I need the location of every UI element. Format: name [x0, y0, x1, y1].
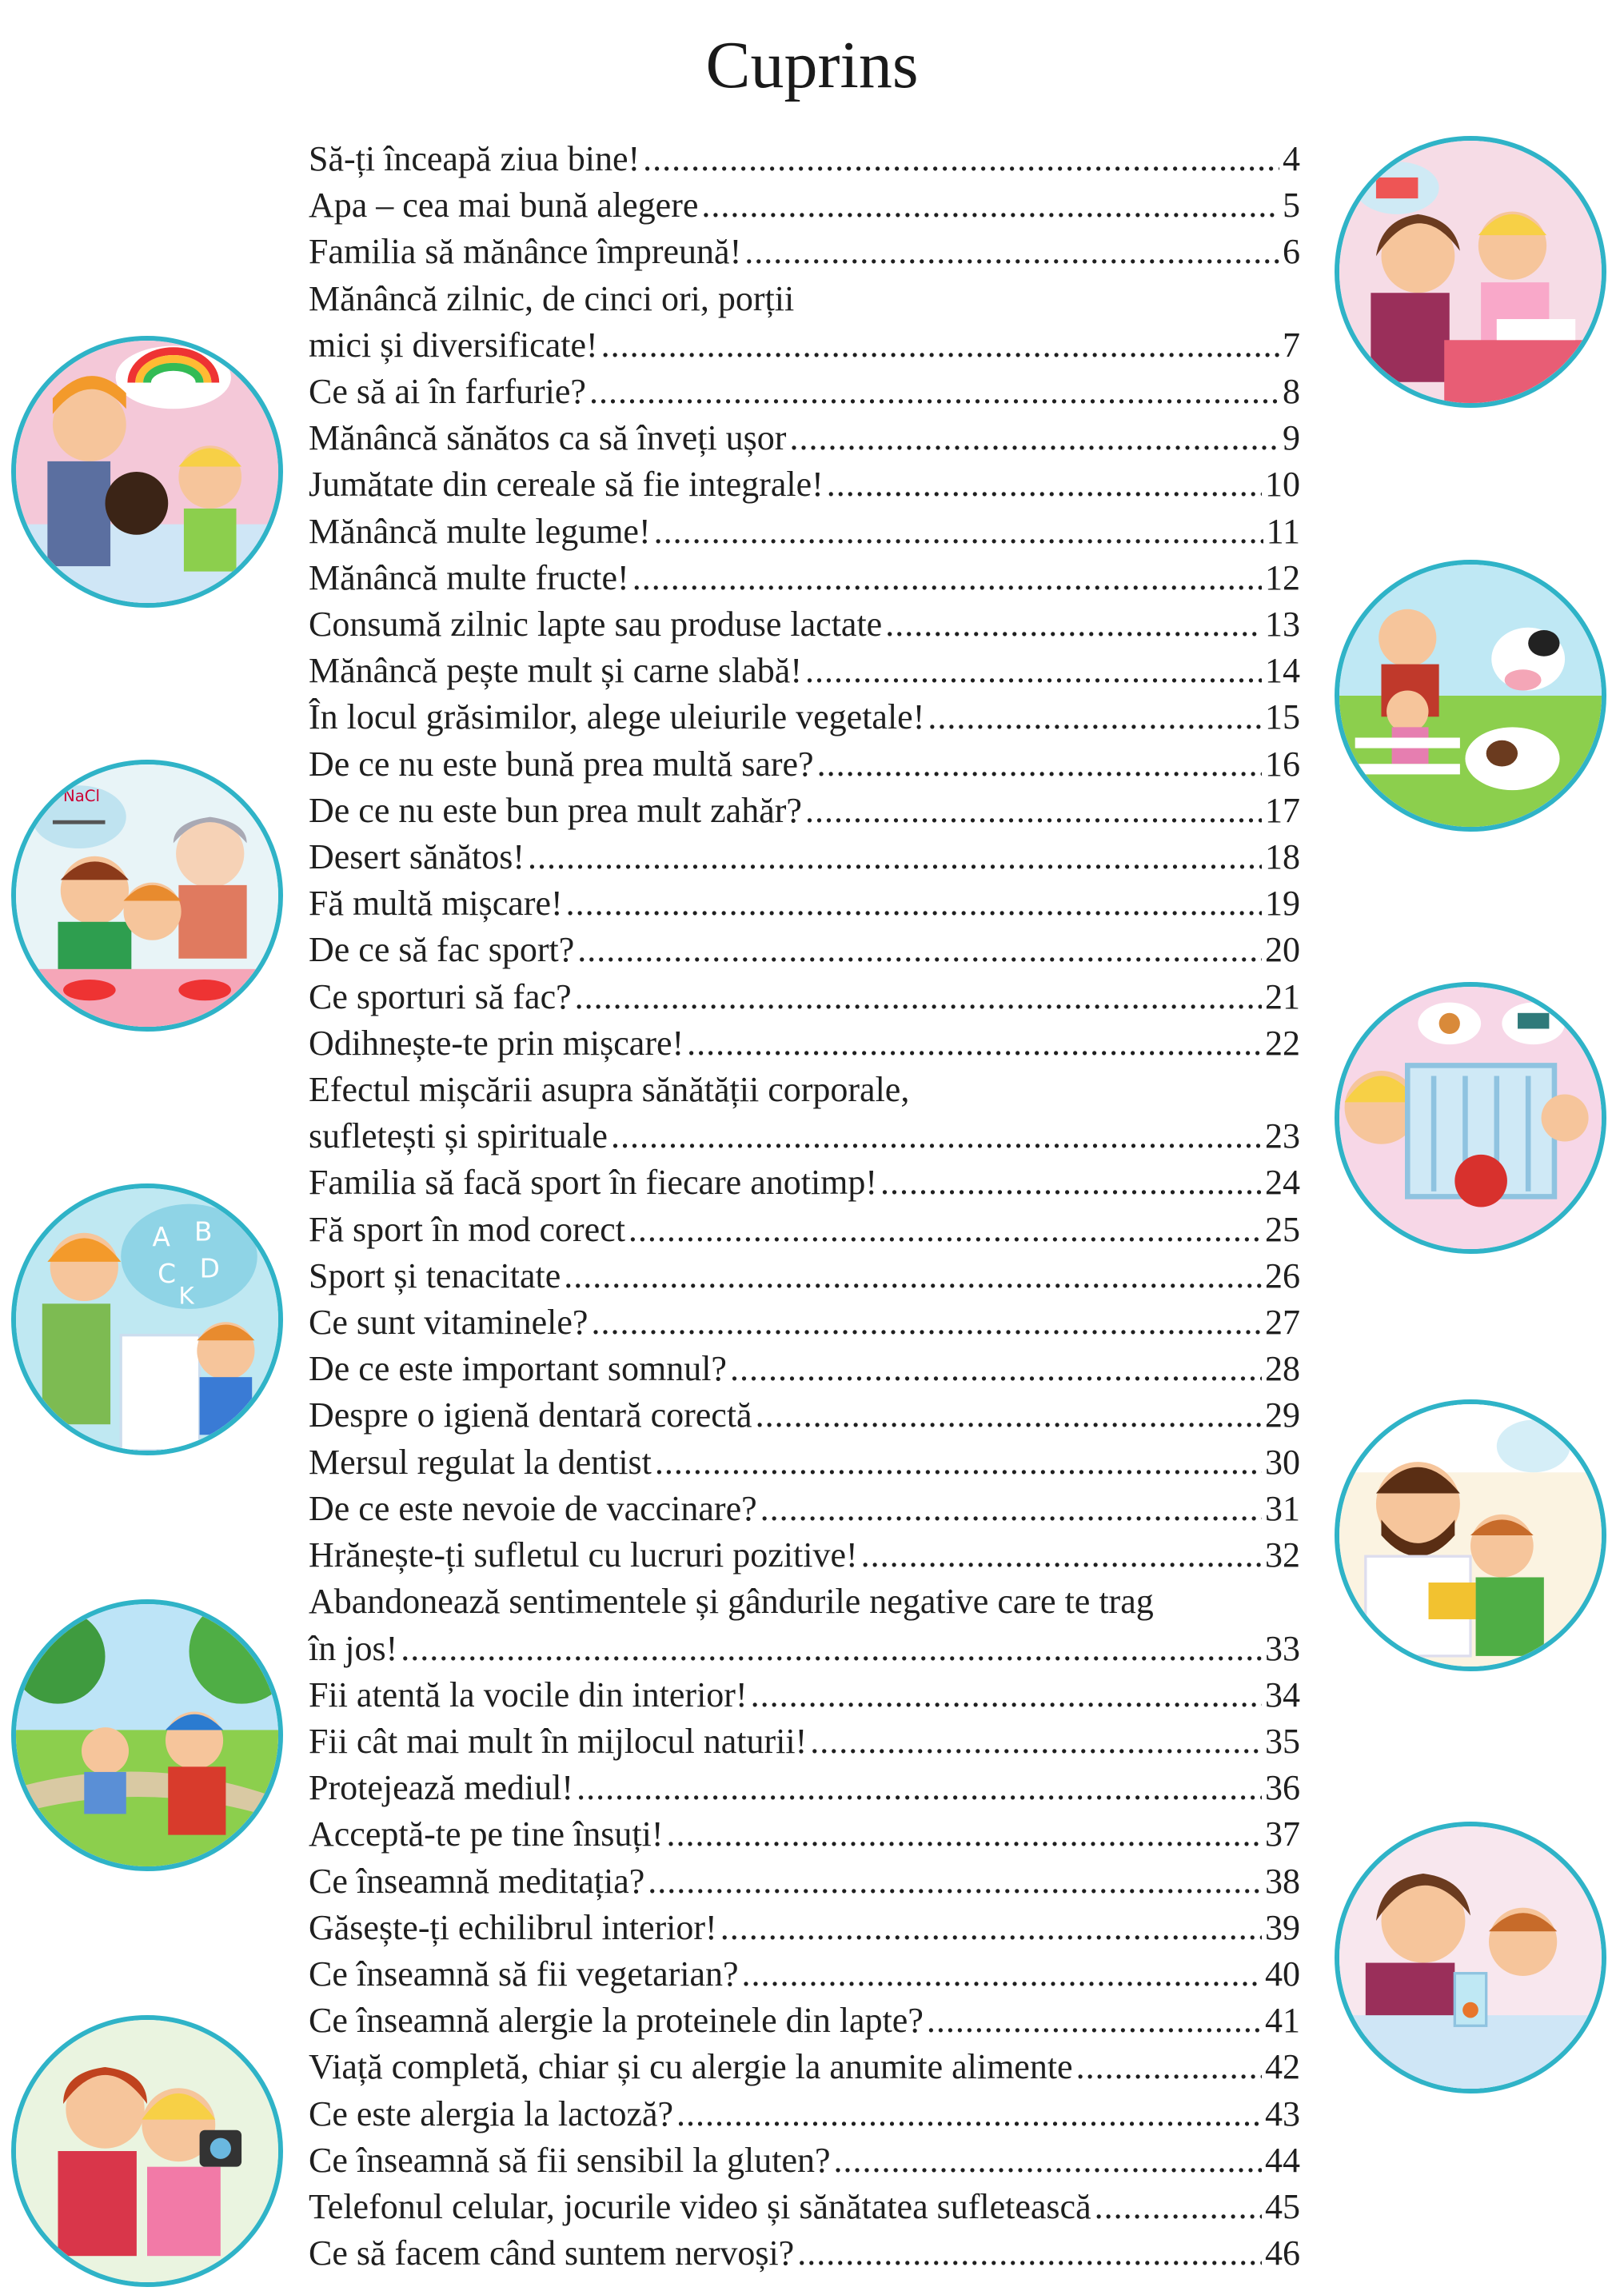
toc-entry	[309, 1299, 1300, 1346]
illustration-girl-camera	[11, 2015, 283, 2287]
dot-leader	[742, 1951, 1262, 1998]
toc-entry	[309, 1020, 1300, 1067]
dot-leader	[805, 788, 1262, 834]
dot-leader	[577, 1765, 1262, 1811]
toc-entry-row	[309, 2137, 1300, 2184]
toc-entry	[309, 880, 1300, 927]
toc-entry	[309, 601, 1300, 648]
toc-entry-row	[309, 2184, 1300, 2230]
toc-page-number: 12	[1265, 557, 1300, 597]
toc-page-number: 38	[1265, 1861, 1300, 1901]
toc-entry-title: mici și diversificate!	[309, 325, 598, 365]
toc-entry-title: Mănâncă zilnic, de cinci ori, porții	[309, 278, 795, 318]
toc-entry	[309, 741, 1300, 788]
toc-entry-row	[309, 2091, 1300, 2137]
toc-entry	[309, 229, 1300, 275]
toc-entry	[309, 1765, 1300, 1811]
toc-entry-title: Despre o igienă dentară corectă	[309, 1395, 752, 1435]
toc-entry-row	[309, 834, 1300, 880]
toc-entry-title: Desert sănătos!	[309, 837, 525, 877]
toc-entry-continued-line	[309, 1579, 1300, 1625]
toc-entry	[309, 415, 1300, 461]
toc-entry-row	[309, 1811, 1300, 1858]
dot-leader	[577, 927, 1262, 973]
dot-leader	[797, 2230, 1262, 2277]
illustration-salt-grandma	[11, 760, 283, 1032]
toc-entry-row	[309, 1626, 1300, 1672]
dot-leader	[648, 1858, 1262, 1905]
toc-page-number: 46	[1265, 2233, 1300, 2273]
toc-entry-title: Mănâncă sănătos ca să înveți ușor	[309, 418, 787, 458]
toc-entry-row	[309, 1672, 1300, 1718]
dot-leader	[834, 2137, 1262, 2184]
toc-page-number: 44	[1265, 2140, 1300, 2180]
dot-leader	[628, 1207, 1262, 1253]
toc-page-number: 23	[1265, 1116, 1300, 1156]
toc-entry-row	[309, 229, 1300, 275]
toc-page-number: 15	[1265, 697, 1300, 737]
table-of-contents	[309, 136, 1300, 2277]
dot-leader	[927, 1998, 1262, 2044]
toc-entry-row	[309, 461, 1300, 508]
toc-page-number: 22	[1265, 1023, 1300, 1063]
toc-entry	[309, 1858, 1300, 1905]
toc-entry-title: Mănâncă pește mult și carne slabă!	[309, 651, 802, 691]
toc-page-number: 14	[1265, 651, 1300, 691]
toc-page-number: 28	[1265, 1349, 1300, 1389]
toc-page-number: 5	[1283, 186, 1300, 226]
toc-entry-continued-line	[309, 1067, 1300, 1113]
toc-entry	[309, 648, 1300, 694]
letter-k: K	[178, 1282, 194, 1310]
dot-leader	[880, 1159, 1262, 1206]
toc-entry-title: Să-ți înceapă ziua bine!	[309, 139, 640, 178]
toc-entry-title: Fă multă mișcare!	[309, 884, 563, 924]
toc-entry-row	[309, 1207, 1300, 1253]
toc-entry	[309, 369, 1300, 415]
dot-leader	[730, 1346, 1262, 1392]
toc-page-number: 25	[1265, 1209, 1300, 1249]
toc-page-number: 8	[1283, 372, 1300, 412]
toc-page-number: 40	[1265, 1954, 1300, 1994]
toc-entry-row	[309, 1998, 1300, 2044]
letter-b: B	[194, 1216, 213, 1247]
toc-entry-title: Abandonează sentimentele și gândurile negative care te trag	[309, 1582, 1154, 1622]
toc-entry	[309, 509, 1300, 555]
toc-entry-row	[309, 182, 1300, 229]
toc-page-number: 39	[1265, 1907, 1300, 1947]
toc-entry-row	[309, 788, 1300, 834]
toc-page-number: 7	[1283, 325, 1300, 365]
toc-entry	[309, 1672, 1300, 1718]
toc-page-number: 34	[1265, 1674, 1300, 1714]
toc-entry-row	[309, 694, 1300, 740]
letter-d: D	[199, 1253, 220, 1284]
toc-entry-title: De ce să fac sport?	[309, 930, 575, 970]
dot-leader	[720, 1905, 1262, 1951]
toc-entry-row	[309, 601, 1300, 648]
toc-page-number: 17	[1265, 790, 1300, 830]
toc-entry-title: sufletești și spirituale	[309, 1116, 608, 1156]
toc-entry	[309, 694, 1300, 740]
dot-leader	[566, 880, 1262, 927]
toc-entry-row	[309, 1346, 1300, 1392]
illustration-father-reading	[1335, 1399, 1606, 1671]
dot-leader	[401, 1626, 1262, 1672]
toc-entry	[309, 1207, 1300, 1253]
letter-a: A	[152, 1222, 170, 1253]
dot-leader	[564, 1253, 1262, 1299]
toc-entry-row	[309, 2044, 1300, 2090]
toc-entry-row	[309, 974, 1300, 1020]
toc-entry-title: Ce înseamnă meditația?	[309, 1861, 645, 1901]
toc-entry-row	[309, 1159, 1300, 1206]
toc-page-number: 32	[1265, 1535, 1300, 1575]
toc-page-number: 36	[1265, 1768, 1300, 1808]
toc-entry-row	[309, 648, 1300, 694]
dot-leader	[1095, 2184, 1262, 2230]
toc-entry-row	[309, 1718, 1300, 1765]
toc-entry	[309, 1253, 1300, 1299]
toc-entry-title: Ce sunt vitaminele?	[309, 1303, 589, 1343]
toc-entry	[309, 276, 1300, 369]
toc-page-number: 27	[1265, 1303, 1300, 1343]
toc-entry-row	[309, 322, 1300, 369]
toc-entry-row	[309, 1113, 1300, 1159]
toc-page-number: 30	[1265, 1442, 1300, 1482]
toc-entry-title: De ce este important somnul?	[309, 1349, 727, 1389]
toc-page-number: 43	[1265, 2093, 1300, 2133]
toc-entry-row	[309, 509, 1300, 555]
toc-page-number: 13	[1265, 605, 1300, 645]
toc-entry	[309, 1951, 1300, 1998]
illustration-mother-child-glass	[1335, 1822, 1606, 2093]
toc-page-number: 21	[1265, 976, 1300, 1016]
toc-page-number: 31	[1265, 1488, 1300, 1528]
toc-entry-title: Fii cât mai mult în mijlocul naturii!	[309, 1721, 808, 1761]
toc-entry	[309, 1439, 1300, 1486]
dot-leader	[701, 182, 1279, 229]
toc-entry-row	[309, 369, 1300, 415]
toc-entry	[309, 1159, 1300, 1206]
toc-page-number: 29	[1265, 1395, 1300, 1435]
toc-entry-title: De ce nu este bună prea multă sare?	[309, 744, 814, 784]
dot-leader	[676, 2091, 1262, 2137]
toc-page-number: 37	[1265, 1814, 1300, 1854]
dot-leader	[805, 648, 1262, 694]
toc-entry-title: Ce înseamnă să fii vegetarian?	[309, 1954, 739, 1994]
toc-entry-title: De ce nu este bun prea mult zahăr?	[309, 790, 802, 830]
toc-entry-title: Sport și tenacitate	[309, 1255, 561, 1295]
toc-entry-title: Familia să facă sport în fiecare anotimp!	[309, 1163, 878, 1203]
toc-entry-row	[309, 1020, 1300, 1067]
dot-leader	[810, 1718, 1262, 1765]
illustration-farm-cows	[1335, 560, 1606, 832]
toc-page-number: 33	[1265, 1628, 1300, 1668]
toc-entry-title: Ce sporturi să fac?	[309, 976, 572, 1016]
toc-page-number: 6	[1283, 232, 1300, 272]
salt-label: NaCl	[63, 786, 101, 805]
toc-entry-title: Acceptă-te pe tine însuți!	[309, 1814, 664, 1854]
illustration-park-kids	[11, 1599, 283, 1871]
toc-entry-row	[309, 1905, 1300, 1951]
toc-page-number: 42	[1265, 2047, 1300, 2087]
dot-leader	[861, 1532, 1262, 1579]
dot-leader	[1076, 2044, 1262, 2090]
dot-leader	[611, 1113, 1262, 1159]
dot-leader	[655, 1439, 1262, 1486]
toc-entry-title: Fii atentă la vocile din interior!	[309, 1674, 748, 1714]
toc-entry-title: Odihnește-te prin mișcare!	[309, 1023, 684, 1063]
toc-entry-continued-line	[309, 276, 1300, 322]
dot-leader	[789, 415, 1279, 461]
dot-leader	[575, 974, 1262, 1020]
toc-entry-row	[309, 1532, 1300, 1579]
toc-entry	[309, 2137, 1300, 2184]
toc-entry	[309, 2184, 1300, 2230]
toc-entry-title: Mersul regulat la dentist	[309, 1442, 652, 1482]
dot-leader	[528, 834, 1262, 880]
toc-entry-title: Mănâncă multe fructe!	[309, 557, 629, 597]
toc-entry-title: Efectul mișcării asupra sănătății corporale,	[309, 1070, 910, 1110]
dot-leader	[756, 1392, 1262, 1439]
toc-entry-title: Telefonul celular, jocurile video și sănătatea sufletească	[309, 2186, 1091, 2226]
toc-entry-row	[309, 880, 1300, 927]
toc-entry-title: Familia să mănânce împreună!	[309, 232, 742, 272]
toc-entry	[309, 2230, 1300, 2277]
dot-leader	[589, 369, 1279, 415]
toc-entry	[309, 1905, 1300, 1951]
toc-page-number: 11	[1266, 511, 1300, 551]
toc-entry-row	[309, 2230, 1300, 2277]
toc-page-number: 41	[1265, 2001, 1300, 2041]
toc-page-number: 26	[1265, 1255, 1300, 1295]
toc-entry-row	[309, 741, 1300, 788]
toc-entry	[309, 1579, 1300, 1671]
toc-page-number: 10	[1265, 465, 1300, 505]
illustration-bathroom-letters	[11, 1183, 283, 1455]
toc-entry-row	[309, 1858, 1300, 1905]
toc-page-number: 4	[1283, 139, 1300, 178]
toc-entry	[309, 1486, 1300, 1532]
dot-leader	[827, 461, 1262, 508]
toc-entry-row	[309, 1765, 1300, 1811]
toc-page-number: 16	[1265, 744, 1300, 784]
toc-entry	[309, 136, 1300, 182]
toc-entry	[309, 2044, 1300, 2090]
toc-entry-title: De ce este nevoie de vaccinare?	[309, 1488, 757, 1528]
toc-entry	[309, 2091, 1300, 2137]
toc-page-number: 20	[1265, 930, 1300, 970]
toc-entry-row	[309, 1299, 1300, 1346]
dot-leader	[885, 601, 1262, 648]
toc-entry-title: Hrănește-ți sufletul cu lucruri pozitive!	[309, 1535, 858, 1575]
toc-entry-title: Ce înseamnă să fii sensibil la gluten?	[309, 2140, 831, 2180]
illustration-family-meal	[11, 336, 283, 608]
toc-entry-title: Ce să ai în farfurie?	[309, 372, 586, 412]
toc-entry-row	[309, 1253, 1300, 1299]
toc-entry-title: Ce este alergia la lactoză?	[309, 2093, 674, 2133]
toc-entry-row	[309, 136, 1300, 182]
dot-leader	[928, 694, 1262, 740]
toc-entry	[309, 1718, 1300, 1765]
toc-entry	[309, 1067, 1300, 1159]
toc-entry	[309, 974, 1300, 1020]
toc-entry-title: Jumătate din cereale să fie integrale!	[309, 465, 824, 505]
toc-page-number: 24	[1265, 1163, 1300, 1203]
toc-entry-row	[309, 1486, 1300, 1532]
toc-entry	[309, 1392, 1300, 1439]
toc-entry	[309, 834, 1300, 880]
toc-entry-title: Fă sport în mod corect	[309, 1209, 625, 1249]
toc-page-number: 18	[1265, 837, 1300, 877]
toc-entry	[309, 1532, 1300, 1579]
toc-entry-row	[309, 415, 1300, 461]
toc-entry-title: Viață completă, chiar și cu alergie la anumite alimente	[309, 2047, 1073, 2087]
illustration-baby-crib	[1335, 982, 1606, 1254]
toc-entry-title: Consumă zilnic lapte sau produse lactate	[309, 605, 883, 645]
toc-entry-title: În locul grăsimilor, alege uleiurile vegetale!	[309, 697, 925, 737]
toc-entry-title: Găsește-ți echilibrul interior!	[309, 1907, 717, 1947]
toc-entry-title: în jos!	[309, 1628, 398, 1668]
toc-entry-row	[309, 1392, 1300, 1439]
dot-leader	[632, 555, 1262, 601]
dot-leader	[817, 741, 1262, 788]
toc-page-number: 19	[1265, 884, 1300, 924]
toc-entry-row	[309, 1951, 1300, 1998]
toc-entry-row	[309, 1439, 1300, 1486]
toc-page-number: 45	[1265, 2186, 1300, 2226]
toc-page-number: 9	[1283, 418, 1300, 458]
toc-entry	[309, 1998, 1300, 2044]
toc-entry-title: Mănâncă multe legume!	[309, 511, 651, 551]
toc-entry-title: Ce să facem când suntem nervoși?	[309, 2233, 795, 2273]
toc-entry	[309, 1811, 1300, 1858]
toc-page-number: 35	[1265, 1721, 1300, 1761]
page-title: Cuprins	[705, 28, 919, 102]
toc-entry	[309, 461, 1300, 508]
toc-entry	[309, 788, 1300, 834]
toc-entry-title: Protejează mediul!	[309, 1768, 574, 1808]
dot-leader	[687, 1020, 1262, 1067]
dot-leader	[760, 1486, 1262, 1532]
toc-entry	[309, 927, 1300, 973]
dot-leader	[744, 229, 1279, 275]
toc-entry	[309, 1346, 1300, 1392]
dot-leader	[591, 1299, 1262, 1346]
toc-entry-title: Ce înseamnă alergie la proteinele din lapte?	[309, 2001, 924, 2041]
letter-c: C	[158, 1259, 177, 1290]
dot-leader	[643, 136, 1279, 182]
dot-leader	[666, 1811, 1262, 1858]
toc-entry-title: Apa – cea mai bună alegere	[309, 186, 699, 226]
illustration-mother-homework	[1335, 136, 1606, 408]
toc-entry-row	[309, 927, 1300, 973]
toc-entry	[309, 182, 1300, 229]
dot-leader	[654, 509, 1263, 555]
toc-entry-row	[309, 555, 1300, 601]
toc-entry	[309, 555, 1300, 601]
dot-leader	[601, 322, 1279, 369]
dot-leader	[751, 1672, 1262, 1718]
